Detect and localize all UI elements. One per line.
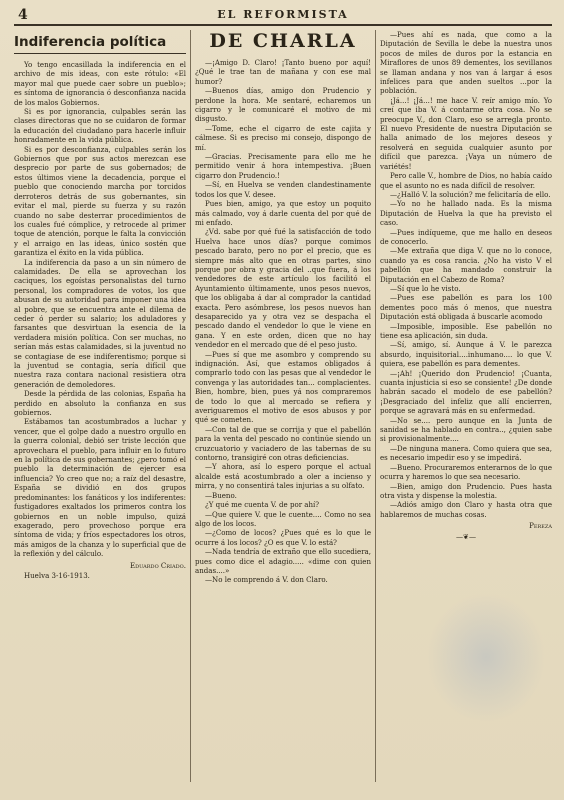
paragraph: —No le comprendo á V. don Claro. [205, 575, 328, 585]
paragraph: —Bueno. [205, 490, 237, 500]
paragraph: —Pues sí que me asombro y comprendo su indignación. Así, que estamos obligados á comprarlo todo con las pesas que al vendedor le convenga y las autoridades tan... complacientes. Bien, hombre, bien, pues yá nos compraremos de todo lo que al mercado se refiera y averiguaremos el motivo de esos abusos y por qué se cometen. [195, 349, 371, 425]
paragraph: Pues bien, amigo, ya que estoy un poquito más calmado, voy á darle cuenta del por qué de mi enfado. [195, 199, 371, 227]
column-divider [375, 30, 376, 782]
paragraph: —Que quiere V. que le cuente.... Como no sea algo de los locos. [195, 509, 371, 528]
paragraph: —Y ahora, así lo espero porque el actual alcalde está acostumbrado a oler a incienso y mirra, y no consentirá tales injurias a su olfato. [195, 462, 371, 491]
end-ornament: —❦— [456, 531, 476, 541]
paragraph: —Con tal de que se corrija y que el pabellón para la venta del pescado no continúe siendo un cruzcuatorio y vaciadero de las tabernas de su contorno, transigiré con otras deficiencias. [195, 424, 371, 463]
paragraph: ¡Já...! ¡Já...! me hace V. reír amigo mío. Yo creí que iba V. á contarme otra cosa. No se preocupe V., don Claro, eso se arregla pronto. El nuevo Presidente de nuestra Diputación se halla animado de los mejores deseos y resolverá en seguida cualquier asunto por difícil que parezca. ¡Vaya un número de variétés! [380, 95, 552, 171]
paragraph: Yo tengo encasillada la indiferencia en el archivo de mis ideas, con este rótulo: «El mayor mal que puede caer sobre un pueblo»; es síntoma de ignorancia ó desconfianza nacida de los malos Gobiernos. [14, 60, 186, 107]
author-signature: Pereza [529, 521, 552, 531]
column-3 [380, 30, 552, 541]
paragraph: —Tome, eche el cigarro de este cajita y cálmese. Si es preciso mi consejo, dispongo de mí. [195, 123, 371, 152]
paragraph: —¿Halló V. la solución? me felicitaría de ello. [390, 189, 551, 199]
paragraph: —Me extraña que diga V. que no lo conoce, cuando ya es cosa rancia. ¿No ha visto V el pabellón que ha mandado construir la Diputación en el Cabezo de Roma? [380, 246, 552, 284]
column-divider [190, 30, 191, 782]
paragraph: —¿Como de locos? ¿Pues qué es lo que le ocurre á los locos? ¿O es que V. lo está? [195, 528, 371, 547]
paragraph: —Buenos días, amigo don Prudencio y perdone la hora. Me sentaré, echaremos un cigarro y le comunicaré el motivo de mi disgusto. [195, 86, 371, 124]
paragraph: ¿Y qué me cuenta V. de por ahí? [205, 500, 320, 510]
library-stamp [426, 592, 546, 722]
paragraph: Desde la pérdida de las colonias, España ha perdido en absoluto la confianza en sus gobiernos. [14, 389, 186, 418]
paragraph: —Nada tendría de extraño que ello sucediera, pues como dice el adagio..... «dime con quien andas....» [195, 547, 371, 575]
paragraph: —¡Amigo D. Claro! ¡Tanto bueno por aquí! ¿Qué le trae tan de mañana y con ese mal humor? [195, 58, 371, 86]
page-number: 4 [18, 7, 28, 23]
paragraph: —Gracias. Precisamente para ello me he permitido venir á hora intempestiva. ¡Buen cigarro don Prudencio.! [195, 152, 371, 180]
column-1 [14, 30, 186, 580]
paragraph: —Pues ahí es nada, que como a la Diputación de Sevilla le debe la nuestra unos pocos de miles de duros por la estancia en Miraflores de unos 89 dementes, los sevillanos se llaman andana y nos van á largar á esos infelices para que anden sueltos ...por la población. [380, 30, 552, 96]
paragraph: Si es por desconfianza, culpables serán los Gobiernos que por sus actos merezcan ese desprecio por parte de sus gobernados; de estos últimos viene la decadencia, porque el pueblo que conociendo marcha por torcidos derroteros detrás de sus gobernantes, sin evitar el mal, pierde su fuerza y su razón cuando no sabe desterrar procedimientos de los cuales fué cómplice, y retrocede al primer toque de atención, porque le falta la convicción y el arraigo en las ideas, único sostén que garantiza el éxito en la vida pública. [14, 144, 186, 258]
paragraph: La indiferencia da paso a un sin número de calamidades. De ella se aprovechan los caciques, los egoístas personalistas del turno personal, los compradores de votos, los que abusan de su autoridad para imponer una idea al pobre, que se encuentra ante el dilema de ceder ó perder su salario; los aduladores y farsantes que desvirtuan la esencia de la verdadera misión política. Con ser muchas, no serían más estas calamidades, si la juventud no se contagiase de ese indiferentismo; porque si la juventud se contagia, sería difícil que nuestra raza contara nacional resistiera otra generación de demoledores. [14, 257, 186, 389]
column-2 [195, 30, 371, 585]
paragraph: ¿Vd. sabe por qué fué la satisfacción de todo Huelva hace unos días? porque comimos pescado barato, pero no por el precio, que es siempre más alto que en otras partes, sino porque por obra y gracia del ..que fuera, á los vendedores de este artículo los facilitó el Ayuntamiento últimamente, unos pesos nuevos, que los obligaba á dar al comprador la cantidad exacta. Pero asómbrese, los pesos nuevos han desaparecido ya y otra vez se despacha el pescado dando el vendedor lo que le viene en gana. Y en este orden, dicen que no hay vendedor en el mercado que dé el peso justo. [195, 227, 371, 350]
paragraph: —Imposible, imposible. Ese pabellón no tiene esa aplicación, sin duda. [380, 321, 552, 340]
paragraph: —Pues indíqueme, que me hallo en deseos de conocerlo. [380, 227, 552, 246]
paragraph: Estábamos tan acostumbrados a luchar y vencer, que el golpe dado a nuestro orgullo en la guerra colonial, debió ser triste lección que aprovechara el pueblo, para influir en lo futuro en la política de sus gobernantes; ¿pero tomó el pueblo la determinación de ejercer esa influencia? Yo creo que no; a raíz del desastre, España se dividió en dos grupos predominantes: los fanáticos y los indiferentes: fustigadores exaltados los primeros contra los gobiernos en un noble impulso, quizá exagerado, pero provechoso porque era síntoma de vida; y fríos espectadores los otros, más amigos de la chanza y lo superficial que de la reflexión y del cálculo. [14, 417, 186, 559]
paragraph: —De ninguna manera. Como quiera que sea, es necesario impedir eso y se impedirá. [380, 443, 552, 463]
page-header [14, 6, 552, 26]
paragraph: —Sí, amigo, sí. Aunque á V. le parezca absurdo, inquisitorial....inhumano.... lo que V. quiera, ese pabellón es para dementes. [380, 340, 552, 369]
paragraph: —Yo no he hallado nada. Es la misma Diputación de Huelva la que ha previsto el caso. [380, 199, 552, 228]
section-title: DE CHARLA [209, 30, 357, 52]
author-signature: Eduardo Criado. [129, 560, 186, 570]
paragraph: —Sí que lo he visto. [390, 283, 461, 293]
paragraph: —Adiós amigo don Claro y hasta otra que hablaremos de muchas cosas. [380, 500, 552, 519]
paragraph: —¡Ah! ¡Querido don Prudencio! ¡Cuanta, cuanta injusticia si eso se consiente! ¿De donde habrán sacado el modelo de ese pabellón? ¡Desgraciado del infeliz que allí encierren, porque se agravará más en su enfermedad. [380, 368, 552, 416]
dateline: Huelva 3-16-1913. [24, 570, 90, 580]
paragraph: —Sí, en Huelva se venden clandestinamente todos los que V. desee. [195, 180, 371, 199]
paragraph: —Pues ese pabellón es para los 100 dementes poco más ó menos, que nuestra Diputación está obligada á buscarle acomodo [380, 293, 552, 322]
paragraph: Pero calle V., hombre de Dios, no había caído que el asunto no es nada difícil de resolver. [380, 171, 552, 190]
paragraph: —Bueno. Procuraremos enterarnos de lo que ocurra y haremos lo que sea necesario. [380, 462, 552, 482]
paragraph: —Bien, amigo don Prudencio. Pues hasta otra vista y dispense la molestia. [380, 481, 552, 500]
paragraph: —No se.... pero aunque en la Junta de sanidad se ha hablado en contra.., ¿quien sabe si provisionalmente.... [380, 415, 552, 444]
article-title: Indiferencia política [14, 34, 186, 54]
paragraph: Si es por ignorancia, culpables serán las clases directoras que no se cuidaron de formar la educación del ciudadano para hacerle influir honradamente en la vida pública. [14, 107, 186, 145]
newspaper-name: EL REFORMISTA [217, 8, 349, 21]
